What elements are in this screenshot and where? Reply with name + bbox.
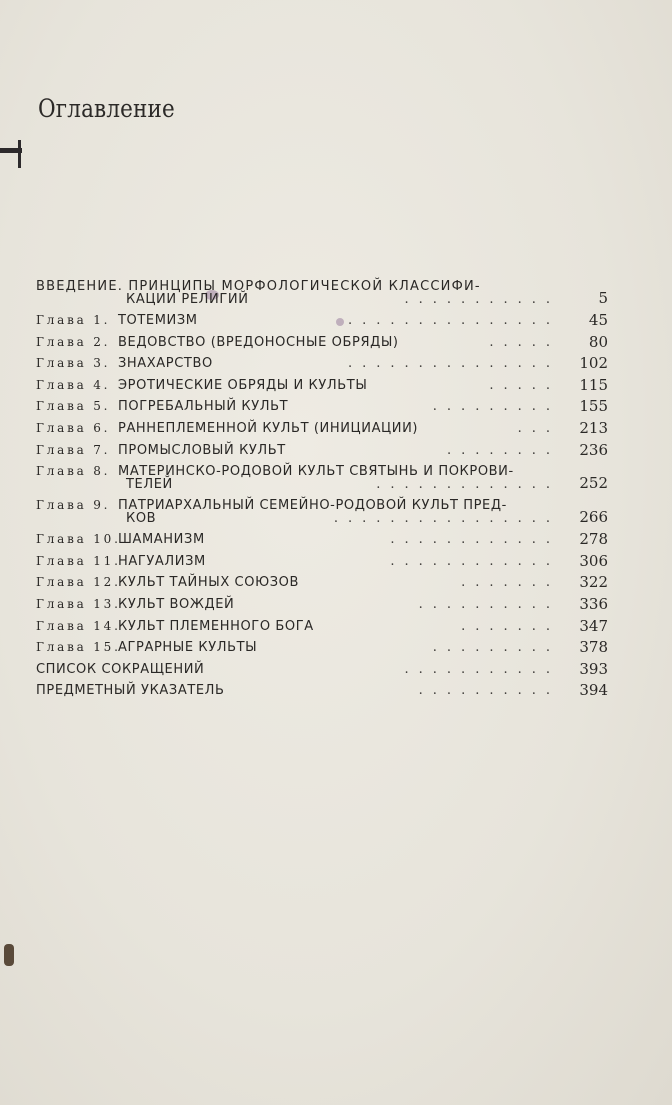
chapter-page: 80 <box>588 332 608 351</box>
leader-dots: ........... <box>404 292 560 307</box>
leader-dots: ............. <box>376 477 560 493</box>
chapter-page: 45 <box>588 311 608 329</box>
leader-dots: ..... <box>489 377 560 393</box>
toc-entry <box>36 594 608 616</box>
chapter-page: 252 <box>579 474 608 493</box>
chapter-title: НАГУАЛИЗМ <box>118 553 206 569</box>
binding-mark <box>18 140 21 168</box>
toc-entry <box>36 440 608 462</box>
chapter-title-continued: КОВ <box>126 511 157 527</box>
toc-entry <box>36 461 608 495</box>
leader-dots: .......... <box>418 683 560 699</box>
chapter-title: КУЛЬТ ВОЖДЕЙ <box>118 596 235 612</box>
chapter-title: ПАТРИАРХАЛЬНЫЙ СЕМЕЙНО-РОДОВОЙ КУЛЬТ ПРЕД- <box>118 498 507 514</box>
leader-dots: ................ <box>333 511 560 527</box>
chapter-title: ЗНАХАРСТВО <box>118 356 213 372</box>
chapter-page: 102 <box>579 354 608 373</box>
toc-entry <box>36 375 608 397</box>
leader-dots: ..... <box>489 334 560 350</box>
chapter-title: РАННЕПЛЕМЕННОЙ КУЛЬТ (ИНИЦИАЦИИ) <box>118 420 419 436</box>
chapter-title: ШАМАНИЗМ <box>118 532 205 548</box>
chapter-label: Глава 11. <box>36 553 121 568</box>
leader-dots: ............... <box>348 356 560 372</box>
leader-dots: ....... <box>461 618 560 634</box>
toc-entry <box>36 418 608 440</box>
leader-dots: ........ <box>446 442 560 458</box>
chapter-title: КУЛЬТ ПЛЕМЕННОГО БОГА <box>118 618 314 634</box>
chapter-label: Глава 4. <box>36 377 111 392</box>
chapter-page: 266 <box>579 508 608 527</box>
chapter-label: Глава 3. <box>36 356 111 371</box>
chapter-title: ПОГРЕБАЛЬНЫЙ КУЛЬТ <box>118 399 289 415</box>
leader-dots: ......... <box>432 640 560 656</box>
leader-dots: ........... <box>404 661 560 677</box>
chapter-title: ВЕДОВСТВО (ВРЕДОНОСНЫЕ ОБРЯДЫ) <box>118 334 399 350</box>
toc-entry <box>36 353 608 375</box>
back-matter-page: 393 <box>579 659 608 678</box>
back-matter-title: СПИСОК СОКРАЩЕНИЙ <box>36 661 205 677</box>
chapter-page: 347 <box>579 616 608 635</box>
toc-entry <box>36 529 608 551</box>
chapter-title: КУЛЬТ ТАЙНЫХ СОЮЗОВ <box>118 575 299 591</box>
leader-dots: ....... <box>461 575 560 591</box>
toc-entry <box>36 310 608 332</box>
page-title: Оглавление <box>38 94 175 123</box>
chapter-title: ПРОМЫСЛОВЫЙ КУЛЬТ <box>118 442 286 458</box>
back-matter-page: 394 <box>579 681 608 700</box>
chapter-label: Глава 7. <box>36 442 111 457</box>
chapter-title: ТОТЕМИЗМ <box>118 313 198 328</box>
chapter-title: АГРАРНЫЕ КУЛЬТЫ <box>118 640 258 656</box>
chapter-page: 306 <box>579 551 608 570</box>
chapter-page: 213 <box>579 418 608 437</box>
chapter-label: Глава 13. <box>36 596 121 611</box>
chapter-label: Глава 5. <box>36 399 111 414</box>
chapter-page: 336 <box>579 594 608 613</box>
toc-entry-intro <box>36 276 608 310</box>
toc-entry-title-continued: КАЦИИ РЕЛИГИЙ <box>126 292 249 307</box>
edge-stain <box>4 944 14 966</box>
leader-dots: ... <box>517 420 560 436</box>
leader-dots: .......... <box>418 596 560 612</box>
chapter-label: Глава 8. <box>36 464 111 479</box>
toc-entry-page: 5 <box>598 289 608 307</box>
leader-dots: ......... <box>432 399 560 415</box>
chapter-page: 115 <box>579 375 608 394</box>
chapter-label: Глава 14. <box>36 618 121 633</box>
chapter-page: 155 <box>579 397 608 416</box>
toc-entry <box>36 396 608 418</box>
chapter-page: 278 <box>579 530 608 549</box>
toc-entry <box>36 659 608 681</box>
toc-entry <box>36 572 608 594</box>
leader-dots: ............ <box>390 553 560 569</box>
chapter-title-continued: ТЕЛЕЙ <box>126 477 173 493</box>
chapter-title: ЭРОТИЧЕСКИЕ ОБРЯДЫ И КУЛЬТЫ <box>118 377 368 393</box>
chapter-label: Глава 15. <box>36 640 121 655</box>
chapter-label: Глава 6. <box>36 420 111 435</box>
table-of-contents <box>36 276 608 702</box>
back-matter-title: ПРЕДМЕТНЫЙ УКАЗАТЕЛЬ <box>36 683 225 699</box>
chapter-page: 322 <box>579 573 608 592</box>
chapter-title: МАТЕРИНСКО-РОДОВОЙ КУЛЬТ СВЯТЫНЬ И ПОКРОВИ- <box>118 464 514 480</box>
toc-entry <box>36 332 608 354</box>
toc-entry <box>36 495 608 529</box>
toc-entry <box>36 637 608 659</box>
chapter-label: Глава 1. <box>36 313 111 327</box>
chapter-label: Глава 9. <box>36 498 111 513</box>
chapter-page: 236 <box>579 440 608 459</box>
toc-entry <box>36 551 608 573</box>
chapter-label: Глава 10. <box>36 532 121 547</box>
leader-dots: ............ <box>390 532 560 548</box>
chapter-label: Глава 2. <box>36 334 111 349</box>
toc-entry <box>36 680 608 702</box>
toc-entry-title: ВВЕДЕНИЕ. ПРИНЦИПЫ МОРФОЛОГИЧЕСКОЙ КЛАССИФИ- <box>36 279 481 294</box>
chapter-label: Глава 12. <box>36 575 121 590</box>
leader-dots: ............... <box>348 313 560 328</box>
chapter-page: 378 <box>579 638 608 657</box>
toc-entry <box>36 616 608 638</box>
